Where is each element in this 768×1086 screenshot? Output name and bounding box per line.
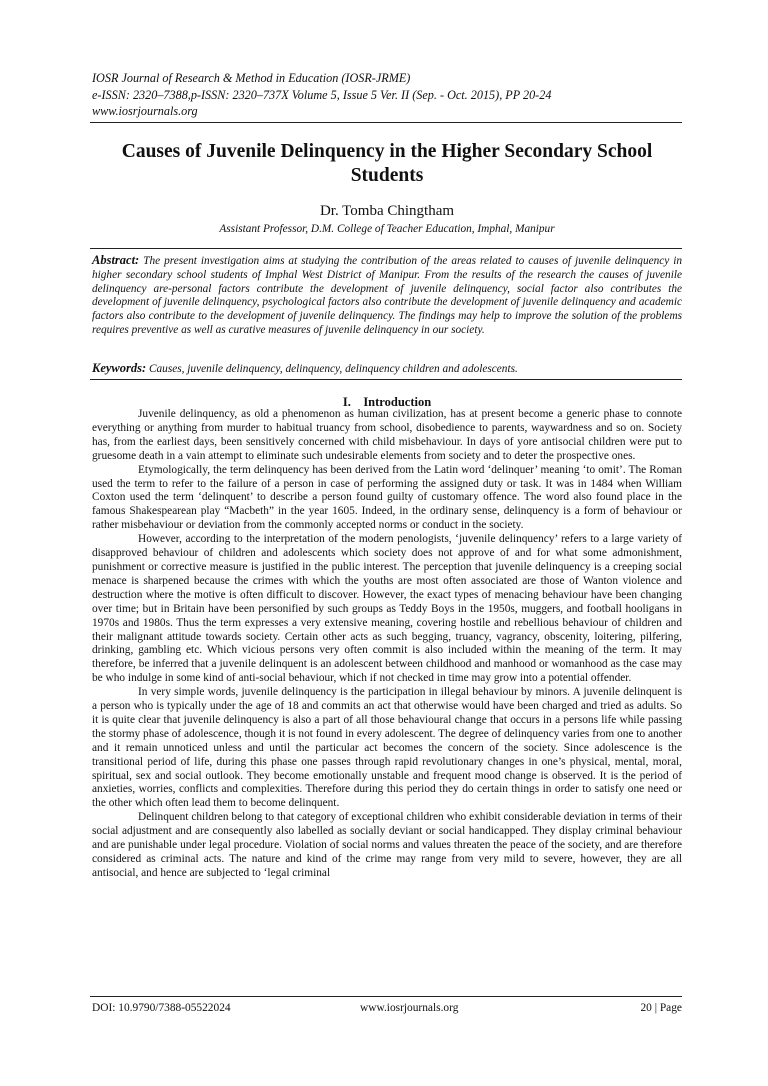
header-divider xyxy=(90,122,682,123)
issn-line: e-ISSN: 2320–7388,p-ISSN: 2320–737X Volume 5, Issue 5 Ver. II (Sep. - Oct. 2015), PP 20-24 xyxy=(92,87,552,102)
author-affiliation: Assistant Professor, D.M. College of Teacher Education, Imphal, Manipur xyxy=(219,223,555,235)
abstract xyxy=(92,254,682,338)
journal-name: IOSR Journal of Research & Method in Education (IOSR-JRME) xyxy=(92,71,411,85)
journal-url[interactable]: www.iosrjournals.org xyxy=(92,104,198,118)
paragraph: Etymologically, the term delinquency has been derived from the Latin word ‘delinquer’ meaning ‘to omit’. The Roman used the term to refer to the failure of a person in case of performing the assigned duty or task. It was in 1484 when William Coxton used the term ‘delinquent’ to describe a person found guilty of customary offence. The word also found place in the famous Shakespearean play “Macbeth” in the year 1605. Indeed, in the ordinary sense, delinquency is a form of behaviour or rather misbehaviour or deviation from the commonly accepted norms or conduct in the society. xyxy=(92,463,682,532)
keywords-text: Causes, juvenile delinquency, delinquency, delinquency children and adolescents. xyxy=(149,363,518,375)
page-number: 20 | Page xyxy=(640,1002,682,1014)
keywords xyxy=(92,361,682,376)
footer-divider xyxy=(90,996,682,997)
paragraph: However, according to the interpretation of the modern penologists, ‘juvenile delinquency’ refers to a large variety of disapproved behaviour of children and adolescents which society does not approve of and for what some admonishment, punishment or corrective measure is justified in the public interest. The perception that juvenile delinquency is a creeping social menace is sharpened because the crimes with which the youths are most often associated are those of Wanton violence and destruction where the motive is often difficult to discover. However, the exact types of menacing behaviour have been changing over time; but in Britain have been personified by such groups as Teddy Boys in the 1950s, muggers, and football hooligans in 1970s and 1980s. Thus the term expresses a very extensive meaning, covering hostile and rebellious behaviour of children and their malignant attitude towards society. Certain other acts as such begging, truancy, vagrancy, obscenity, loitering, pilfering, drinking, gambling etc. Which vicious persons very often commit is also included within the meaning of the term. It may therefore, be inferred that a juvenile delinquent is an adolescent between childhood and manhood or womanhood as the case may be who indulge in some kind of anti-social behaviour, which if not checked in time may grow into a potential offender. xyxy=(92,533,682,685)
paragraph: Juvenile delinquency, as old a phenomenon as human civilization, has at present become a generic phase to connote everything or anything from murder to habitual truancy from school, disobedience to parents, waywardness and so on. Society has, from the earliest days, been sensitively concerned with child misbehaviour. In days of yore antisocial children were put to gruesome death in a vain attempt to eliminate such undesirable elements from society and to deter the prospective ones. xyxy=(92,408,682,462)
abstract-text: The present investigation aims at studying the contribution of the areas related to causes of juvenile delinquency in higher secondary school students of Imphal West District of Manipur. From the results of the research the causes of juvenile delinquency are-personal factors contribute the development of juvenile delinquency, social factor also contributes the development of juvenile delinquency, psychological factors also contribute the development of juvenile delinquency and academic factors also contribute to the development of juvenile delinquency. The findings may help to improve the solution of the problems requires preventive as well as curative measures of juvenile delinquency in our society. xyxy=(92,255,683,336)
abstract-bottom-divider xyxy=(90,379,682,380)
footer-doi[interactable]: DOI: 10.9790/7388-05522024 xyxy=(92,1002,231,1014)
journal-header xyxy=(92,70,692,120)
paper-title: Causes of Juvenile Delinquency in the Higher Secondary School Students xyxy=(121,141,653,186)
paragraph: In very simple words, juvenile delinquency is the participation in illegal behaviour by minors. A juvenile delinquent is a person who is typically under the age of 18 and commits an act that otherwise would have been charged and tried as adults. So it is quite clear that juvenile delinquency is also a part of all those behavioural change that occurs in a persons life while passing the stormy phase of adolescence, though it is not found in every adolescent. The degree of delinquency varies from one to another and it remain unnoticed unless and until the particular act becomes the concern of the society. Since adolescence is the transitional period of life, during this phase one passes through rapid revolutionary changes in one’s physical, mental, moral, spiritual, sex and social outlook. They become emotionally unstable and frequent mood change is observed. It is the period of anxieties, worries, conflicts and complexities. Therefore during this period they do certain things in order to satisfy one need or the other which often lead them to become delinquent. xyxy=(92,686,682,810)
abstract-label: Abstract: xyxy=(92,253,140,267)
author-name: Dr. Tomba Chingtham xyxy=(319,203,455,219)
introduction-body xyxy=(92,408,682,881)
section-heading: I. Introduction xyxy=(342,395,432,409)
footer-url[interactable]: www.iosrjournals.org xyxy=(360,1002,459,1014)
page-footer xyxy=(92,1000,682,1016)
abstract-top-divider xyxy=(90,248,682,249)
paragraph: Delinquent children belong to that category of exceptional children who exhibit considerable deviation in terms of their social adjustment and are consequently also labelled as socially deviant or social handicapped. They display criminal behaviour and are punishable under legal procedure. Violation of social norms and values threaten the peace of the society, and are therefore considered as criminal acts. The nature and kind of the crime may range from very mild to severe, however, they are all antisocial, and hence are subjected to ‘legal criminal xyxy=(92,811,682,879)
keywords-label: Keywords: xyxy=(92,361,147,375)
